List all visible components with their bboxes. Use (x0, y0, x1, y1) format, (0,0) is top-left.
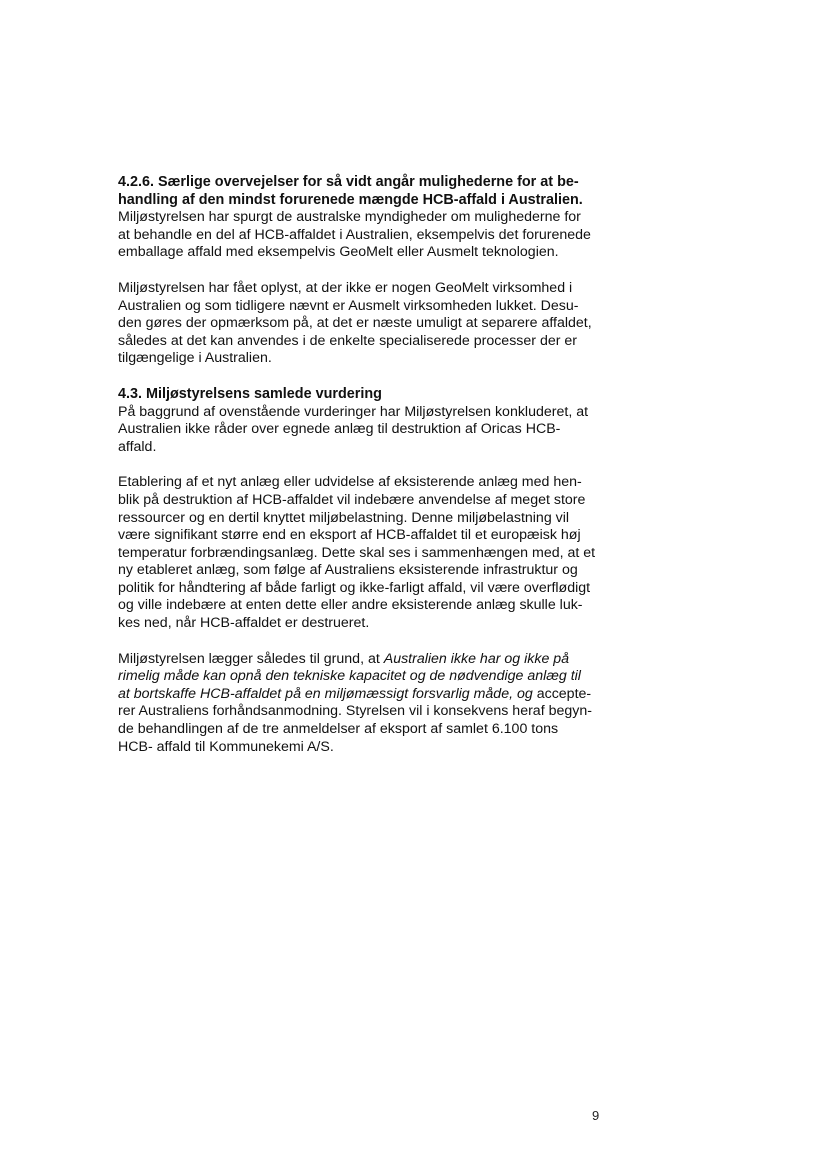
plain-text: accepte- (532, 685, 592, 702)
text-line: affald. (118, 438, 157, 455)
section-heading-4-3: 4.3. Miljøstyrelsens samlede vurdering (118, 385, 382, 402)
text-line: således at det kan anvendes i de enkelte specialiserede processer der er (118, 332, 578, 349)
text-line: den gøres der opmærksom på, at det er næste umuligt at separere affaldet, (118, 315, 592, 332)
paragraph-conclusion (118, 651, 610, 757)
italic-text: at bortskaffe HCB-affaldet på en miljømæssigt forsvarlig måde, og (118, 685, 533, 702)
paragraph (118, 474, 610, 632)
text-line: blik på destruktion af HCB-affaldet vil indebære anvendelse af meget store (118, 491, 586, 508)
section-heading-4-2-6 (118, 174, 610, 209)
page-number: 9 (592, 1108, 600, 1123)
text-line (118, 668, 610, 686)
text-line: Etablering af et nyt anlæg eller udvidelse af eksisterende anlæg med hen- (118, 474, 582, 491)
page-content (118, 174, 610, 756)
text-line: ressourcer og en dertil knyttet miljøbelastning. Denne miljøbelastning vil (118, 509, 570, 526)
italic-text: Australien ikke har og ikke på (383, 650, 570, 667)
plain-text: Miljøstyrelsen lægger således til grund, at (118, 650, 384, 667)
paragraph (118, 209, 610, 262)
text-line: rer Australiens forhåndsanmodning. Styrelsen vil i konsekvens heraf begyn- (118, 703, 592, 720)
text-line: Australien og som tidligere nævnt er Ausmelt virksomheden lukket. Desu- (118, 297, 579, 314)
text-line: Miljøstyrelsen har spurgt de australske myndigheder om mulighederne for (118, 209, 581, 226)
text-line: temperatur forbrændingsanlæg. Dette skal ses i sammenhængen med, at et (118, 544, 596, 561)
text-line: emballage affald med eksempelvis GeoMelt eller Ausmelt teknologien. (118, 244, 559, 261)
paragraph (118, 280, 610, 368)
text-line (118, 686, 610, 704)
text-line: tilgængelige i Australien. (118, 350, 272, 367)
text-line: Australien ikke råder over egnede anlæg til destruktion af Oricas HCB- (118, 421, 561, 438)
text-line: politik for håndtering af både farligt og ikke-farligt affald, vil være overflødigt (118, 579, 591, 596)
text-line: HCB- affald til Kommunekemi A/S. (118, 738, 334, 755)
text-line: at behandle en del af HCB-affaldet i Australien, eksempelvis det forurenede (118, 226, 591, 243)
text-line (118, 651, 610, 669)
text-line: og ville indebære at enten dette eller andre eksisterende anlæg skulle luk- (118, 597, 583, 614)
paragraph (118, 404, 610, 457)
italic-text: rimelig måde kan opnå den tekniske kapacitet og de nødvendige anlæg til (118, 668, 581, 685)
text-line: Miljøstyrelsen har fået oplyst, at der ikke er nogen GeoMelt virksomhed i (118, 279, 573, 296)
text-line: På baggrund af ovenstående vurderinger har Miljøstyrelsen konkluderet, at (118, 403, 589, 420)
text-line: være signifikant større end en eksport af HCB-affaldet til et europæisk høj (118, 527, 581, 544)
text-line: de behandlingen af de tre anmeldelser af eksport af samlet 6.100 tons (118, 721, 559, 738)
heading-line: 4.2.6. Særlige overvejelser for så vidt angår mulighederne for at be- (118, 174, 579, 190)
text-line: ny etableret anlæg, som følge af Australiens eksisterende infrastruktur og (118, 562, 578, 579)
heading-line: handling af den mindst forurenede mængde HCB-affald i Australien. (118, 191, 583, 208)
text-line: kes ned, når HCB-affaldet er destrueret. (118, 615, 370, 632)
